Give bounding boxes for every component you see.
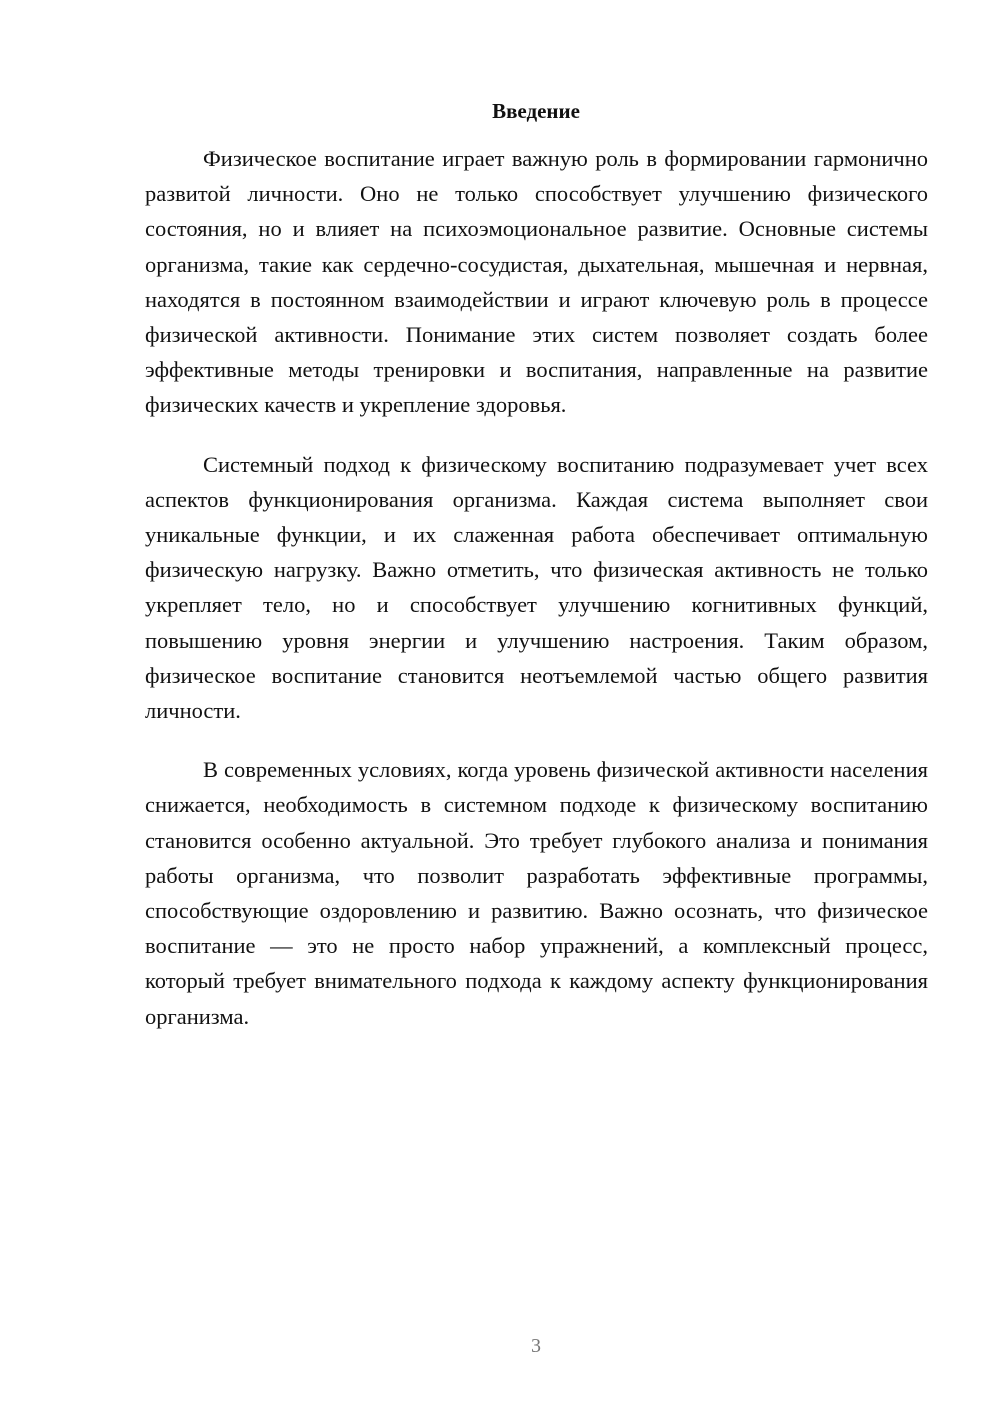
paragraph-3: В современных условиях, когда уровень физической активности населения снижается, необходимость в системном подходе к физическому воспитанию становится особенно актуальной. Это требует глубокого анализа и понимания работы организма, что позволит разработать эффективные программы, способствующие оздоровлению и развитию. Важно осознать, что физическое воспитание — это не просто набор упражнений, а комплексный процесс, который требует внимательного подхода к каждому аспекту функционирования организма.	[145, 757, 928, 1029]
body-text	[145, 141, 928, 1058]
paragraph-2: Системный подход к физическому воспитанию подразумевает учет всех аспектов функционирования организма. Каждая система выполняет свои уникальные функции, и их слаженная работа обеспечивает оптимальную физическую нагрузку. Важно отметить, что физическая активность не только укрепляет тело, но и способствует улучшению когнитивных функций, повышению уровня энергии и улучшению настроения. Таким образом, физическое воспитание становится неотъемлемой частью общего развития личности.	[145, 451, 928, 724]
page-number: 3	[531, 1335, 541, 1357]
section-heading: Введение	[492, 99, 580, 123]
paragraph-1: Физическое воспитание играет важную роль в формировании гармонично развитой личности. Оно не только способствует улучшению физического состояния, но и влияет на психоэмоциональное развитие. Основные системы организма, такие как сердечно-сосудистая, дыхательная, мышечная и нервная, находятся в постоянном взаимодействии и играют ключевую роль в процессе физической активности. Понимание этих систем позволяет создать более эффективные методы тренировки и воспитания, направленные на развитие физических качеств и укрепление здоровья.	[145, 146, 928, 418]
